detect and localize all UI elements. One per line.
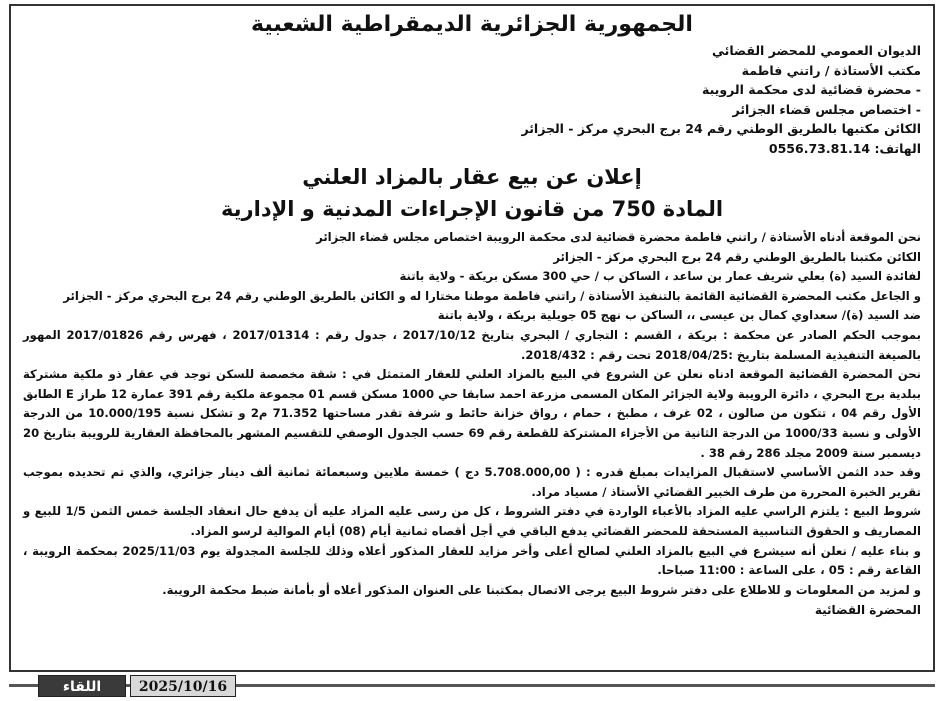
office-line: الديوان العمومي للمحضر القضائي xyxy=(712,43,921,58)
paragraph: نحن الموقعة أدناه الأستاذة / راتني فاطمة محضرة قضائية لدى محكمة الرويبة اختصاص مجلس قضاء الجزائر xyxy=(316,230,921,244)
paragraph: و لمزيد من المعلومات و للاطلاع على دفتر شروط البيع يرجى الاتصال بمكتبنا على العنوان المذكور أعلاه أو بأمانة ضبط محكمة الرويبة. xyxy=(162,582,921,597)
notice-subtitle: المادة 750 من قانون الإجراءات المدنية و الإدارية xyxy=(220,197,724,221)
paragraph: و الجاعل مكتب المحضرة القضائية القائمة بالتنفيذ الأستاذة / راتني فاطمة موطنا مختارا له و الكائن بالطريق الوطني رقم 24 برج البحري مركز - الجزائر xyxy=(63,288,921,303)
office-phone: الهاتف: 0556.73.81.14 xyxy=(768,140,921,156)
newspaper-name: اللقاء xyxy=(38,675,126,697)
paragraph: نحن المحضرة القضائية الموقعة ادناه نعلن عن الشروع في البيع بالمزاد العلني للعقار المتمثل في : شقة مخصصة للسكن توجد في عقار ذو ملكية مشتركة ببلدية برج البحري ، دائرة الرويبة ولاية الجزائر المكان المسمى مزرعة احمد سابقا حي 1000 مسكن قسم 01 مجموعة ملكية رقم 391 عمارة 12 طراز E الطابق الأول رقم 04 ، تتكون من صالون ، 02 غرف ، مطبخ ، حمام ، رواق خزانة حائط و شرفة تقدر مساحتها 71.352 م2 و تشكل نسبة 10.000/195 من الدرجة الأولى و نسبة 1000/33 من الدرجة الثانية من الأجزاء المشتركة للقطعة رقم 69 حسب الجدول الوصفي للتقسيم المشهر بالمحافظة العقارية للرويبة بتاريخ 20 ديسمبر سنة 2009 مجلد 286 رقم 38 . xyxy=(23,367,922,460)
legal-notice xyxy=(9,4,935,672)
signature: المحضرة القضائية xyxy=(814,603,921,618)
paragraph: وقد حدد الثمن الأساسي لاستقبال المزايدات بمبلغ قدره : ( 5.708.000,00 دج ) خمسة ملايين وسبعمائة ثمانية ألف دينار جزائري، والذي تم تحديده بموجب تقرير الخبرة المحررة من طرف الخبير القضائي الأستاذ / مسياد مراد. xyxy=(23,465,921,499)
office-line: - اختصاص مجلس قضاء الجزائر xyxy=(732,101,921,117)
paragraph: بموجب الحكم الصادر عن محكمة : بريكة ، القسم : التجاري / البحري بتاريخ 2017/10/12 ، جدول رقم : 2017/01314 ، فهرس رقم 2017/01826 المهور بالصيغة التنفيذية المسلمة بتاريخ :2018/04/25 تحت رقم : 2018/432. xyxy=(23,327,921,362)
publication-date: 2025/10/16 xyxy=(130,675,236,697)
paragraph: لفائدة السيد (ة) بعلي شريف عمار بن ساعد ، الساكن ب / حي 300 مسكن بريكة - ولاية باتنة xyxy=(399,269,921,284)
republic-heading: الجمهورية الجزائرية الديمقراطية الشعبية xyxy=(251,12,693,37)
notice-title: إعلان عن بيع عقار بالمزاد العلني xyxy=(302,165,642,189)
paragraph: شروط البيع : يلتزم الراسي عليه المزاد بالأعباء الواردة في دفتر الشروط ، كل من رسى عليه المزاد عليه أن يدفع حال انعقاد الجلسة خمس الثمن 1/5 للبيع و المصاريف و الحقوق التناسبية المستحقة للمحضر القضائي يدفع الباقي في أجل أقصاه ثمانية أيام (08) أيام الموالية لرسو المزاد. xyxy=(23,504,921,538)
paragraph: و بناء عليه / نعلن أنه سيشرع في البيع بالمزاد العلني لصالح أعلى وأخر مزايد للعقار المذكور أعلاه وذلك للجلسة المجدولة يوم 2025/11/03 بمحكمة الرويبة ، القاعة رقم : 05 ، على الساعة : 11:00 صباحا. xyxy=(23,543,921,578)
paragraph: ضد السيد (ة)/ سعداوي كمال بن عيسى ،، الساكن ب نهج 05 جويلية بريكة ، ولاية باتنة xyxy=(437,308,921,323)
office-line: مكتب الأستاذة / راتني فاطمة xyxy=(741,62,921,78)
paragraph: الكائن مكتبنا بالطريق الوطني رقم 24 برج البحري مركز - الجزائر xyxy=(553,249,921,264)
office-header xyxy=(23,41,921,158)
office-line: الكائن مكتبها بالطريق الوطني رقم 24 برج البحري مركز - الجزائر xyxy=(521,121,921,136)
notice-body xyxy=(23,228,921,600)
office-line: - محضرة قضائية لدى محكمة الرويبة xyxy=(702,82,921,97)
